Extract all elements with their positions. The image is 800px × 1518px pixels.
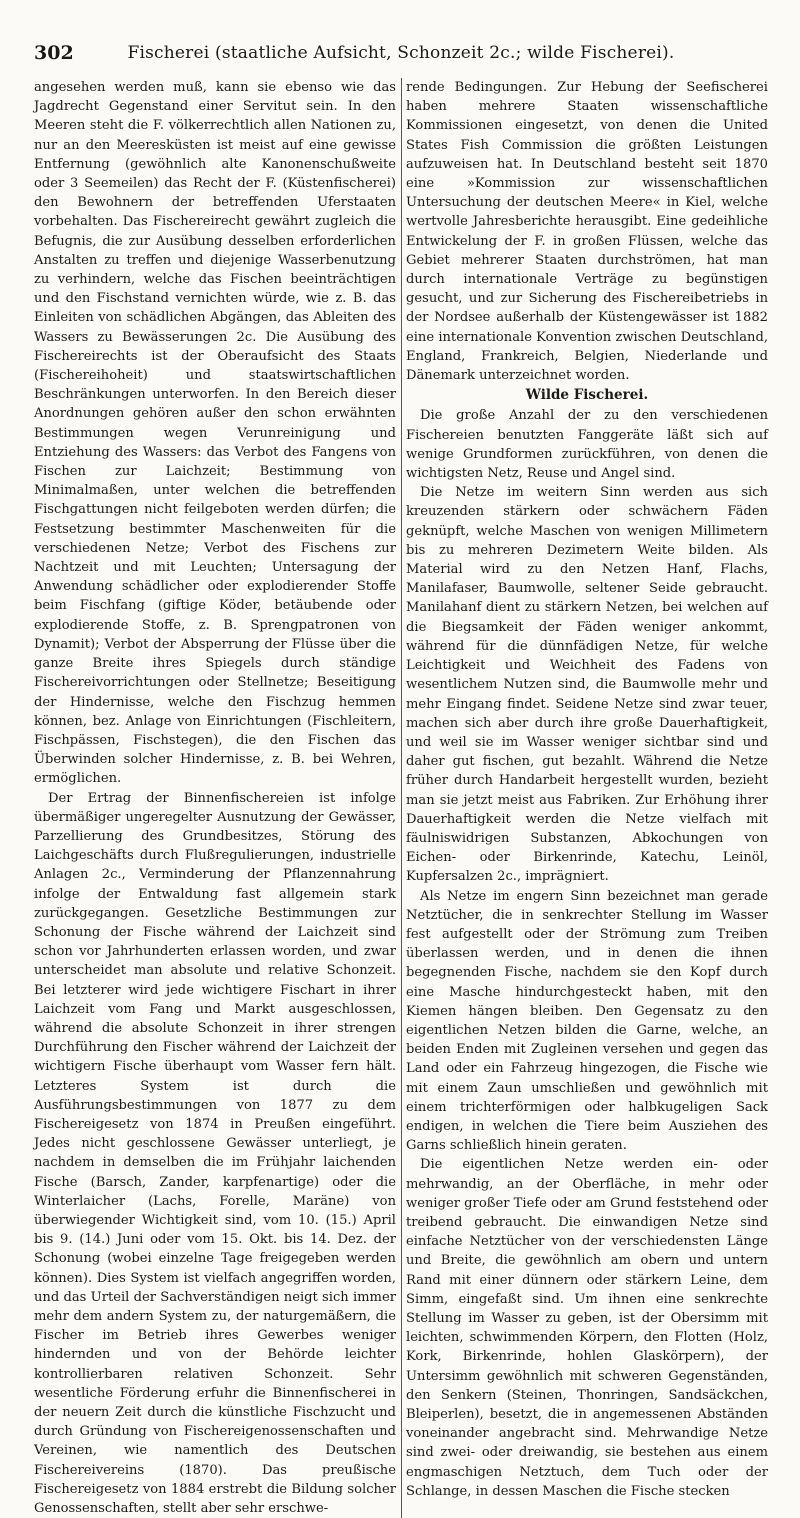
paragraph: Die Netze im weitern Sinn werden aus sich kreuzenden stärkern oder schwächern Fäden geknüpft, welche Maschen von wenigen Millimetern bis zu mehreren Dezimetern Weite bilden. Als Material wird zu den Netzen Hanf, Flachs, Manilafaser, Baumwolle, seltener Seide gebraucht. Manilahanf dient zu stärkern Netzen, bei welchen auf die Biegsamkeit der Fäden weniger ankommt, während für die dünnfädigen Netze, für welche Leichtigkeit und Weichheit des Fadens von wesentlichem Nutzen sind, die Baumwolle mehr und mehr Eingang findet. Seidene Netze sind zwar teuer, machen sich aber durch ihre große Dauerhaftigkeit, und weil sie im Wasser weniger sichtbar sind und daher gut fischen, gut bezahlt. Während die Netze früher durch Handarbeit hergestellt wurden, bezieht man sie jetzt meist aus Fabriken. Zur Erhöhung ihrer Dauerhaftigkeit werden die Netze vielfach mit fäulniswidrigen Substanzen, Abkochungen von Eichen- oder Birkenrinde, Katechu, Leinöl, Kupfersalzen 2c., imprägniert. [406,485,768,885]
left-column [34,78,396,1518]
paragraph: angesehen werden muß, kann sie ebenso wie das Jagdrecht Gegenstand einer Servitut sein. In den Meeren steht die F. völkerrechtlich allen Nationen zu, nur an den Meeresküsten ist meist auf eine gewisse Entfernung (gewöhnlich alte Kanonenschußweite oder 3 Seemeilen) das Recht der F. (Küstenfischerei) den Bewohnern der betreffenden Uferstaaten vorbehalten. Das Fischereirecht gewährt zugleich die Befugnis, die zur Ausübung desselben erforderlichen Anstalten zu treffen und diejenige Wasserbenutzung zu verhindern, welche das Fischen beeinträchtigen und den Fischstand vernichten würde, wie z. B. das Einleiten von schädlichen Abgängen, das Ableiten des Wassers zu Bewässerungen 2c. Die Ausübung des Fischereirechts ist der Oberaufsicht des Staats (Fischereihoheit) und staatswirtschaftlichen Beschränkungen unterworfen. In den Bereich dieser Anordnungen gehören außer den schon erwähnten Bestimmungen wegen Verunreinigung und Entziehung des Wassers: das Verbot des Fangens von Fischen zur Laichzeit; Bestimmung von Minimalmaßen, unter welchen die betreffenden Fischgattungen nicht feilgeboten werden dürfen; die Festsetzung bestimmter Maschenweiten für die verschiedenen Netze; Verbot des Fischens zur Nachtzeit und mit Leuchten; Untersagung der Anwendung schädlicher oder explodierender Stoffe beim Fischfang (giftige Köder, betäubende oder explodierende Stoffe, z. B. Sprengpatronen von Dynamit); Verbot der Absperrung der Flüsse über die ganze Breite ihres Spiegels durch ständige Fischereivorrichtungen oder Stellnetze; Beseitigung der Hindernisse, welche den Fischzug hemmen können, bez. Anlage von Einrichtungen (Fischleitern, Fischpässen, Fischstegen), die den Fischen das Überwinden solcher Hindernisse, z. B. bei Wehren, ermöglichen. [34,80,396,787]
section-heading: Wilde Fischerei. [525,387,649,404]
column-divider [401,78,402,1518]
paragraph: rende Bedingungen. Zur Hebung der Seefischerei haben mehrere Staaten wissenschaftliche Kommissionen eingesetzt, von denen die United States Fish Commission die größten Leistungen aufzuweisen hat. In Deutschland besteht seit 1870 eine »Kommission zur wissenschaftlichen Untersuchung der deutschen Meere« in Kiel, welche wertvolle Jahresberichte herausgibt. Eine gedeihliche Entwickelung der F. in großen Flüssen, welche das Gebiet mehrerer Staaten durchströmen, hat man durch internationale Verträge zu begünstigen gesucht, und zur Sicherung des Fischereibetriebs in der Nordsee außerhalb der Küstengewässer ist 1882 eine internationale Konvention zwischen Deutschland, England, Frankreich, Belgien, Niederlande und Dänemark unterzeichnet worden. [406,80,768,384]
paragraph: Die eigentlichen Netze werden ein- oder mehrwandig, an der Oberfläche, in mehr oder weniger großer Tiefe oder am Grund feststehend oder treibend gebraucht. Die einwandigen Netze sind einfache Netztücher von der verschiedensten Länge und Breite, die gewöhnlich am obern und untern Rand mit einer dünnern oder stärkern Leine, dem Simm, eingefaßt sind. Um ihnen eine senkrechte Stellung im Wasser zu geben, ist der Obersimm mit leichten, schwimmenden Körpern, den Flotten (Holz, Kork, Birkenrinde, hohlen Glaskörpern), der Untersimm gewöhnlich mit schweren Gegenständen, den Senkern (Steinen, Thonringen, Sandsäckchen, Bleiperlen), besetzt, die in angemessenen Abständen voneinander angebracht sind. Mehrwandige Netze sind zwei- oder dreiwandig, sie bestehen aus einem engmaschigen Netztuch, dem Tuch oder der Schlange, in dessen Maschen die Fische stecken [406,1157,768,1499]
page-header [34,40,768,70]
paragraph: Der Ertrag der Binnenfischereien ist infolge übermäßiger ungeregelter Ausnutzung der Gewässer, Parzellierung des Grundbesitzes, Störung des Laichgeschäfts durch Flußregulierungen, industrielle Anlagen 2c., Verminderung der Pflanzennahrung infolge der Entwaldung fast allgemein stark zurückgegangen. Gesetzliche Bestimmungen zur Schonung der Fische während der Laichzeit sind schon vor Jahrhunderten erlassen worden, und zwar unterscheidet man absolute und relative Schonzeit. Bei letzterer wird jede wichtigere Fischart in ihrer Laichzeit vom Fang und Markt ausgeschlossen, während die absolute Schonzeit in ihrer strengen Durchführung den Fischer während der Laichzeit der wichtigern Fische überhaupt vom Wasser fern hält. Letzteres System ist durch die Ausführungsbestimmungen von 1877 zu dem Fischereigesetz von 1874 in Preußen eingeführt. Jedes nicht geschlossene Gewässer unterliegt, je nachdem in demselben die im Frühjahr laichenden Fische (Barsch, Zander, karpfenartige) oder die Winterlaicher (Lachs, Forelle, Maräne) von überwiegender Wichtigkeit sind, vom 10. (15.) April bis 9. (14.) Juni oder vom 15. Okt. bis 14. Dez. der Schonung (wobei einzelne Tage freigegeben werden können). Dies System ist vielfach angegriffen worden, und das Urteil der Sachverständigen neigt sich immer mehr dem andern System zu, der naturgemäßern, die Fischer im Betrieb ihres Gewerbes weniger hindernden und von der Behörde leichter kontrollierbaren relativen Schonzeit. Sehr wesentliche Förderung erfuhr die Binnenfischerei in der neuern Zeit durch die künstliche Fischzucht und durch Gründung von Fischereigenossenschaften und Vereinen, wie namentlich des Deutschen Fischereivereins (1870). Das preußische Fischereigesetz von 1884 erstrebt die Bildung solcher Genossenschaften, stellt aber sehr erschwe- [34,790,396,1517]
text-columns [34,78,768,1518]
right-column [406,78,768,1518]
paragraph: Als Netze im engern Sinn bezeichnet man gerade Netztücher, die in senkrechter Stellung im Wasser fest aufgestellt oder der Strömung zum Treiben überlassen werden, und in denen die ihnen begegnenden Fische, nachdem sie den Kopf durch eine Masche hindurchgesteckt haben, mit den Kiemen hängen bleiben. Den Gegensatz zu den eigentlichen Netzen bilden die Garne, welche, an beiden Enden mit Zugleinen versehen und gegen das Land oder ein Fahrzeug hingezogen, die Fische wie mit einem Zaun umschließen und gewöhnlich mit einem trichterförmigen oder halbkugeligen Sack endigen, in welchen die Tiere beim Ausziehen des Garns schließlich hinein geraten. [406,888,768,1154]
running-head: Fischerei (staatliche Aufsicht, Schonzeit 2c.; wilde Fischerei). [127,43,675,63]
paragraph: Die große Anzahl der zu den verschiedenen Fischereien benutzten Fanggeräte läßt sich auf wenige Grundformen zurückführen, von denen die wichtigsten Netz, Reuse und Angel sind. [406,408,768,482]
page-number: 302 [34,42,74,64]
